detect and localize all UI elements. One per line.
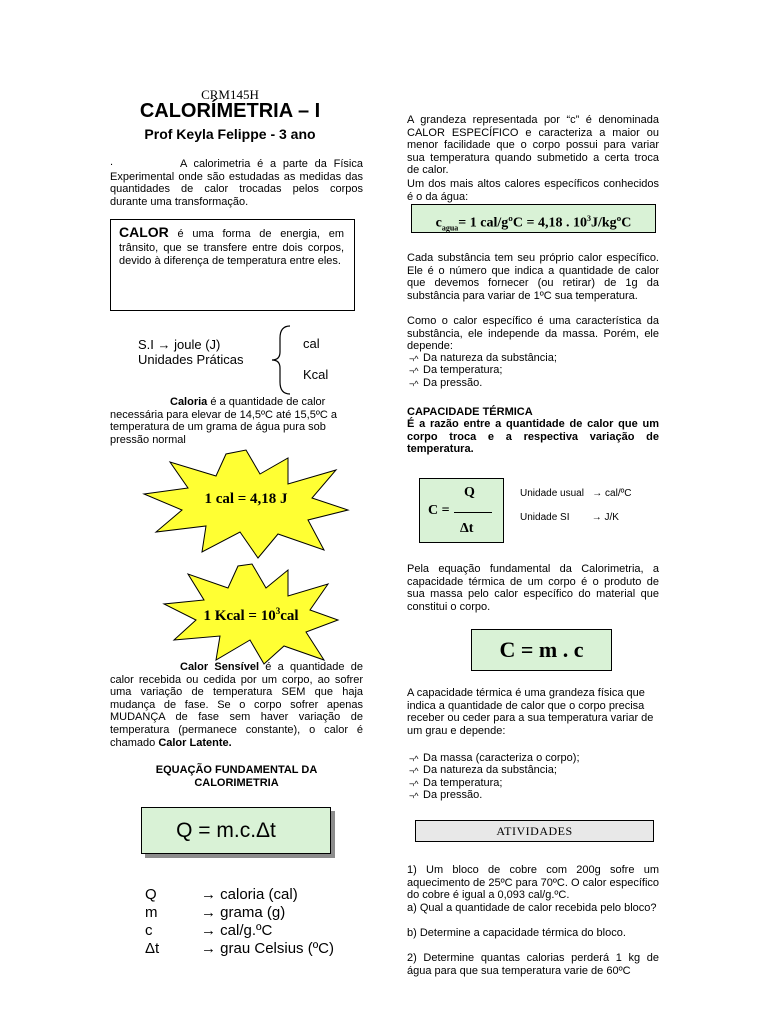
unidade-si: Unidade SI → J/K: [520, 512, 619, 523]
grandeza-paragraph: A capacidade térmica é uma grandeza física que indica a quantidade de calor que o corpo precisa receber ou ceder para a sua temperatura variar de um grau e depende:: [407, 687, 654, 737]
symbol-row: c → cal/g.ºC: [145, 922, 273, 939]
unidade-usual: Unidade usual → cal/ºC: [520, 488, 632, 499]
calor-especifico-paragraph: A grandeza representada por “c” é denominada CALOR ESPECÍFICO e caracteriza a maior ou menor facilidade que o corpo possui para variar sua temperatura quando submetido a certa troca de calor.: [407, 114, 659, 177]
symbol-table: [145, 886, 365, 958]
agua-formula-box: [411, 204, 656, 233]
calor-text: é uma forma de energia, em trânsito, que se transfere entre dois corpos, devido à diferença de temperatura entre eles.: [119, 228, 344, 267]
list-item: ¬^ Da temperatura;: [409, 364, 503, 377]
list-item: ¬^ Da temperatura;: [409, 776, 503, 789]
list-item: ¬^ Da massa (caracteriza o corpo);: [409, 752, 580, 764]
question-1b: b) Determine a capacidade térmica do bloco.: [407, 927, 626, 939]
capacidade-definition: É a razão entre a quantidade de calor que um corpo troca e a respectiva variação de temperatura.: [407, 418, 659, 456]
caloria-term: Caloria: [170, 396, 208, 408]
page-title: CALORÍMETRIA – I: [139, 100, 321, 122]
agua-intro: Um dos mais altos calores específicos conhecidos é o da água:: [407, 178, 659, 203]
star1-label: 1 cal = 4,18 J: [204, 491, 288, 507]
capacidade-heading: CAPACIDADE TÉRMICA: [407, 406, 533, 418]
star2-label: 1 Kcal = $10^3cal$: [203, 606, 299, 624]
depende-list-1: [409, 352, 659, 389]
cada-substancia-paragraph: Cada substância tem seu próprio calor específico. Ele é o número que indica a quantidade de calor que devemos fornecer (ou retirar) de 1g da substância para variar de 1ºC sua temperatura.: [407, 252, 659, 302]
list-item: ¬^ Da natureza da substância;: [409, 764, 557, 777]
formula-lhs: C =: [428, 503, 450, 518]
formula-denominator: Δt: [460, 521, 474, 536]
equacao-heading-1: EQUAÇÃO FUNDAMENTAL DA: [155, 764, 318, 776]
capacidade-formula-box: [419, 478, 504, 543]
unit-praticas: Unidades Práticas: [138, 352, 244, 367]
document-code: CRM145H: [201, 87, 259, 102]
symbol-row: m → grama (g): [145, 904, 286, 921]
como-paragraph: Como o calor específico é uma característica da substância, ele independe da massa. Porém, ele depende:: [407, 315, 659, 353]
intro-paragraph: A calorimetria é a parte da Física Experimental onde são estudadas as medidas das quantidades de calor trocadas pelos corpos durante uma transformação.: [110, 158, 363, 208]
formula-text: Q = m.c.Δt: [176, 819, 276, 842]
caloria-text: é a quantidade de calor necessária para elevar de 14,5ºC até 15,5ºC a temperatura de um grama de água pura sob pressão normal: [110, 396, 337, 446]
depende-list-2: [409, 752, 659, 802]
list-item: ¬^ Da natureza da substância;: [409, 352, 557, 364]
unit-kcal: Kcal: [303, 367, 329, 382]
symbol-row: Δt → grau Celsius (ºC): [145, 940, 335, 957]
calor-definition-box: [110, 219, 355, 311]
calor-term: CALOR: [119, 224, 169, 240]
unit-cal: cal: [303, 336, 320, 351]
atividades-title: ATIVIDADES: [496, 824, 573, 838]
fraction-line: [454, 512, 492, 513]
unit-si: S.I → joule (J): [138, 337, 221, 352]
pela-equacao-paragraph: Pela equação fundamental da Calorimetria, a capacidade térmica de um corpo é o produto de sua massa pelo calor específico do material que constitui o corpo.: [407, 563, 659, 613]
calor-sensivel-paragraph: Calor Sensível é a quantidade de calor recebida ou cedida por um corpo, ao sofrer uma variação de temperatura SEM que haja mudança de fase. Se o corpo sofrer apenas MUDANÇA de fase sem haver variação de temperatura (permanece constante), o calor é chamado Calor Latente.: [110, 661, 363, 749]
page-subtitle: Prof Keyla Felippe - 3 ano: [144, 126, 316, 142]
question-2: 2) Determine quantas calorias perderá 1 kg de água para que sua temperatura varie de 60ºC: [407, 952, 659, 977]
question-1: 1) Um bloco de cobre com 200g sofre um aquecimento de 25ºC para 70ºC. O calor específico do cobre é igual a 0,093 cal/g.ºC.: [407, 864, 660, 902]
equacao-heading-2: CALORIMETRIA: [194, 777, 279, 789]
cmc-formula-box: [471, 629, 612, 671]
caloria-paragraph: [110, 396, 363, 446]
list-item: ¬^ Da pressão.: [409, 376, 483, 389]
question-1a: a) Qual a quantidade de calor recebida pelo bloco?: [407, 902, 657, 914]
atividades-header: [415, 820, 654, 842]
formula-box: [141, 807, 331, 854]
formula-numerator: Q: [464, 485, 475, 500]
symbol-row: Q → caloria (cal): [145, 886, 298, 903]
curly-brace-icon: [268, 324, 298, 396]
agua-formula-text: $c_{agua}= 1$ cal/gºC = 4,18 . $10^3J$/kgºC: [435, 214, 632, 233]
list-item: ¬^ Da pressão.: [409, 789, 483, 802]
cmc-formula-text: C = m . c: [499, 637, 584, 662]
intro-dot: .: [110, 156, 114, 168]
